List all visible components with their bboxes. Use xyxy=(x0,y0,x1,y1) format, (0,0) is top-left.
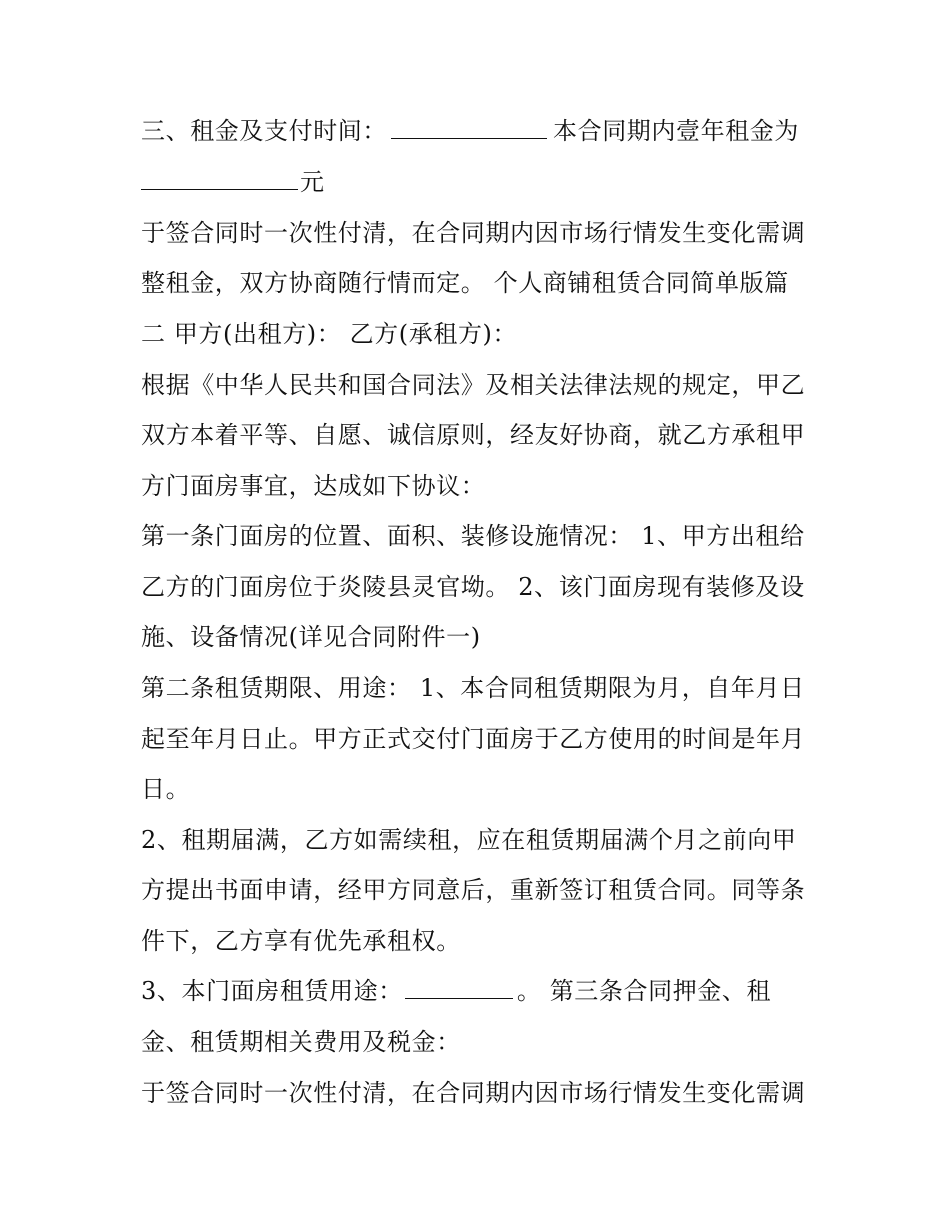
paragraph-line: 方提出书面申请，经甲方同意后，重新签订租赁合同。同等条 xyxy=(141,876,806,904)
line-text: 三、租金及支付时间： xyxy=(141,117,387,145)
paragraph-line: 金、租赁期相关费用及税金： xyxy=(141,1028,461,1056)
paragraph-line: 日。 xyxy=(141,775,191,803)
paragraph-line: 二 甲方(出租方)： 乙方(承租方)： xyxy=(141,320,518,348)
paragraph-line: 于签合同时一次性付清，在合同期内因市场行情发生变化需调 xyxy=(141,219,806,247)
paragraph-line: 第一条门面房的位置、面积、装修设施情况： 1、甲方出租给 xyxy=(141,522,805,550)
blank-field xyxy=(405,980,513,999)
paragraph-line xyxy=(141,116,799,146)
paragraph-line: 起至年月日止。甲方正式交付门面房于乙方使用的时间是年月 xyxy=(141,725,806,753)
line-text: 元 xyxy=(300,168,325,196)
blank-field xyxy=(391,120,547,139)
paragraph-line: 乙方的门面房位于炎陵县灵官坳。 2、该门面房现有装修及设 xyxy=(141,573,805,601)
paragraph-line: 件下，乙方享有优先承租权。 xyxy=(141,927,461,955)
paragraph-line: 方门面房事宜，达成如下协议： xyxy=(141,472,486,500)
paragraph-line: 根据《中华人民共和国合同法》及相关法律法规的规定，甲乙 xyxy=(141,371,806,399)
paragraph-line: 2、租期届满，乙方如需续租，应在租赁期届满个月之前向甲 xyxy=(141,826,797,854)
blank-field xyxy=(141,171,298,190)
paragraph-line: 双方本着平等、自愿、诚信原则，经友好协商，就乙方承租甲 xyxy=(141,421,806,449)
line-text: 。 第三条合同押金、租 xyxy=(516,977,772,1005)
paragraph-line xyxy=(141,976,771,1006)
paragraph-line: 整租金，双方协商随行情而定。 个人商铺租赁合同简单版篇 xyxy=(141,269,789,297)
paragraph-line: 于签合同时一次性付清，在合同期内因市场行情发生变化需调 xyxy=(141,1079,806,1107)
paragraph-line: 第二条租赁期限、用途： 1、本合同租赁期限为月，自年月日 xyxy=(141,674,805,702)
line-text: 本合同期内壹年租金为 xyxy=(553,117,799,145)
paragraph-line: 施、设备情况(详见合同附件一) xyxy=(141,623,481,651)
paragraph-line xyxy=(141,167,325,197)
line-text: 3、本门面房租赁用途： xyxy=(141,977,403,1005)
